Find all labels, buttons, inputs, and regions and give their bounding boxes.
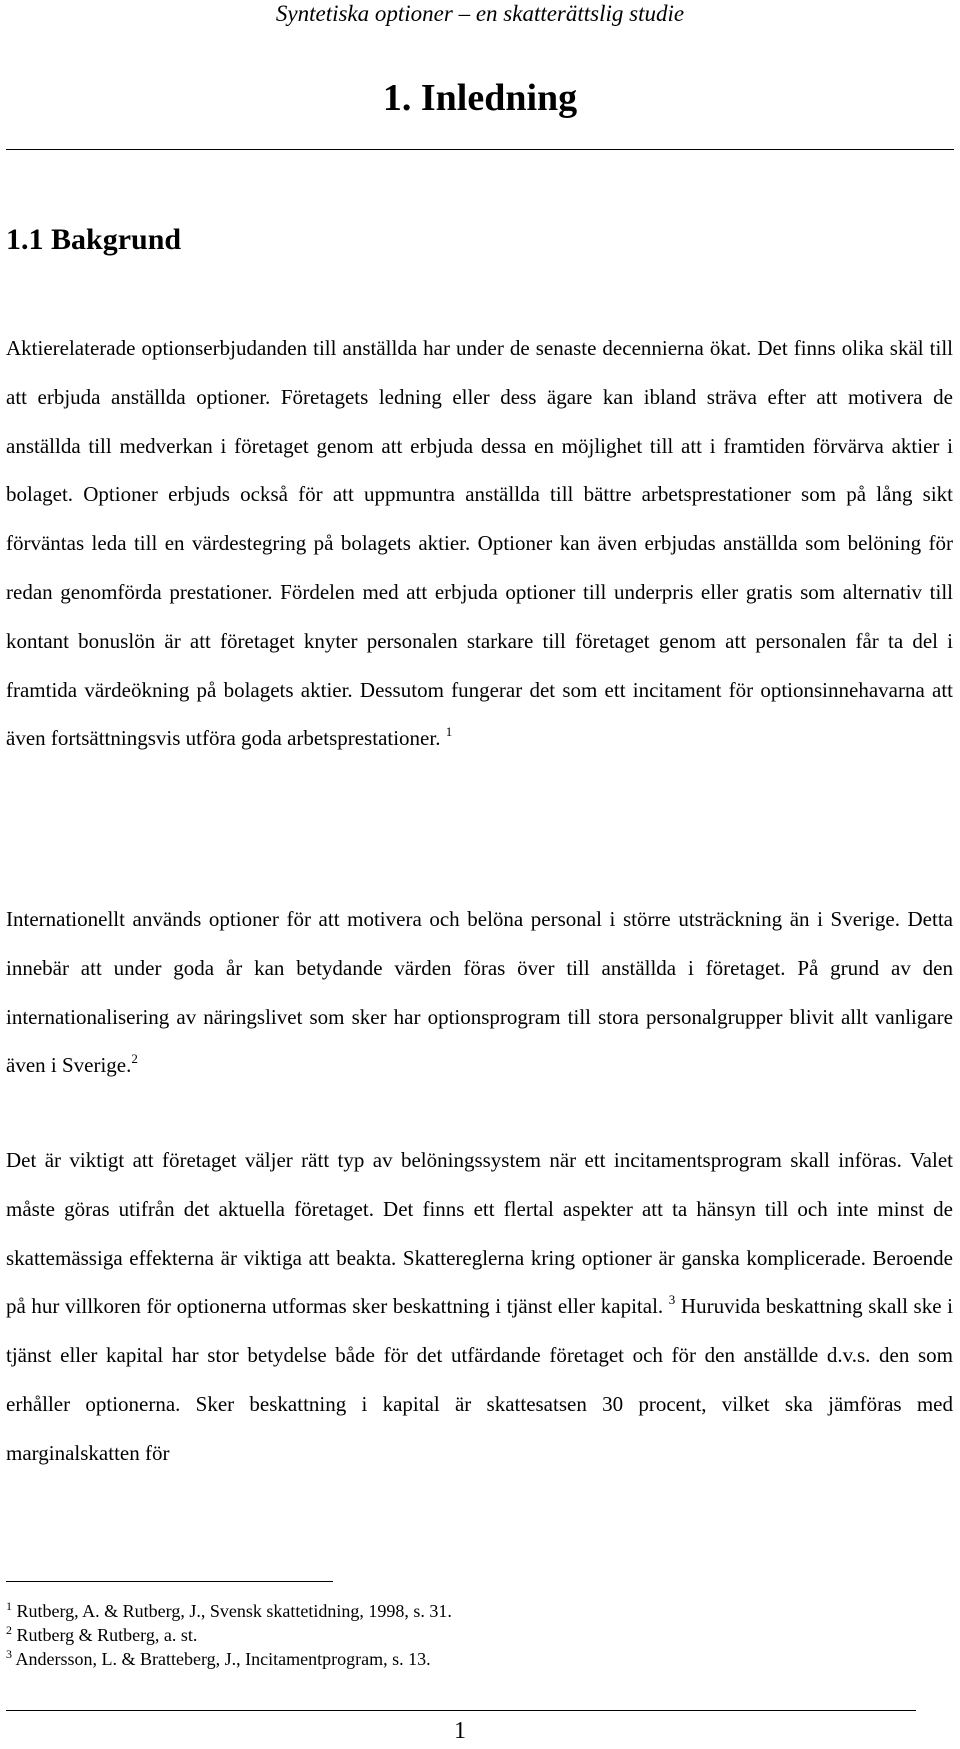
paragraph-background	[6, 324, 953, 763]
paragraph-text: Aktierelaterade optionserbjudanden till anställda har under de senaste decennierna ökat. Det finns olika skäl till att erbjuda anställda optioner. Företagets ledning eller dess ägare kan ibland sträva efter att motivera de anställda till medverkan i företaget genom att erbjuda dessa en möjlighet till att i framtiden förvärva aktier i bolaget. Optioner erbjuds också för att uppmuntra anställda till bättre arbetsprestationer som på lång sikt förväntas leda till en värdestegring på bolagets aktier. Optioner kan även erbjudas anställda som belöning för redan genomförda prestationer. Fördelen med att erbjuda optioner till underpris eller gratis som alternativ till kontant bonuslön är att företaget knyter personalen starkare till företaget genom att personalen får ta del i framtida värdeökning på bolagets aktier. Dessutom fungerar det som ett incitament för optionsinnehavarna att även fortsättningsvis utföra goda arbetsprestationer.	[6, 336, 953, 751]
paragraph-international	[6, 895, 953, 1090]
running-header: Syntetiska optioner – en skatterättslig studie	[275, 1, 685, 26]
footnote-text: Rutberg, A. & Rutberg, J., Svensk skattetidning, 1998, s. 31.	[16, 1601, 452, 1621]
paragraph-text: Huruvida beskattning skall ske i tjänst eller kapital har stor betydelse både för det utfärdande företaget och för den anställde d.v.s. den som erhåller optionerna. Sker beskattning i kapital är skattesatsen 30 procent, vilket ska jämföras med marginalskatten för	[6, 1294, 953, 1465]
chapter-title: 1. Inledning	[382, 77, 578, 119]
footnote-ref[interactable]: 3	[668, 1292, 676, 1308]
footnote-number: 2	[6, 1623, 12, 1637]
chapter-divider	[6, 149, 954, 150]
paragraph-text: Internationellt används optioner för att motivera och belöna personal i större utsträckning än i Sverige. Detta innebär att under goda år kan betydande värden föras över till anställda i företaget. På grund av den internationalisering av näringslivet som sker har optionsprogram till stora personalgrupper blivit allt vanligare även i Sverige.	[6, 907, 953, 1078]
footer-divider	[6, 1710, 916, 1711]
footnote-number: 3	[6, 1647, 12, 1661]
footnote-ref[interactable]: 2	[131, 1051, 138, 1067]
paragraph-reward-system	[6, 1136, 953, 1478]
footnote-text: Rutberg & Rutberg, a. st.	[16, 1625, 198, 1645]
footnote-text: Andersson, L. & Bratteberg, J., Incitamentprogram, s. 13.	[15, 1649, 431, 1669]
section-title: 1.1 Bakgrund	[6, 223, 182, 256]
footnote-item	[6, 1647, 906, 1671]
footnote-item	[6, 1599, 906, 1623]
footnote-number: 1	[6, 1599, 12, 1613]
footnotes	[6, 1599, 906, 1671]
paragraph-text: Det är viktigt att företaget väljer rätt typ av belöningssystem när ett incitamentsprogram skall införas. Valet måste göras utifrån det aktuella företaget. Det finns ett flertal aspekter att ta hänsyn till och inte minst de skattemässiga effekterna är viktiga att beakta. Skattereglerna kring optioner är ganska komplicerade. Beroende på hur villkoren för optionerna utformas sker beskattning i tjänst eller kapital.	[6, 1148, 953, 1319]
page-number: 1	[454, 1718, 466, 1744]
footnote-ref[interactable]: 1	[445, 724, 453, 740]
footnote-item	[6, 1623, 906, 1647]
footnote-divider	[6, 1581, 333, 1582]
